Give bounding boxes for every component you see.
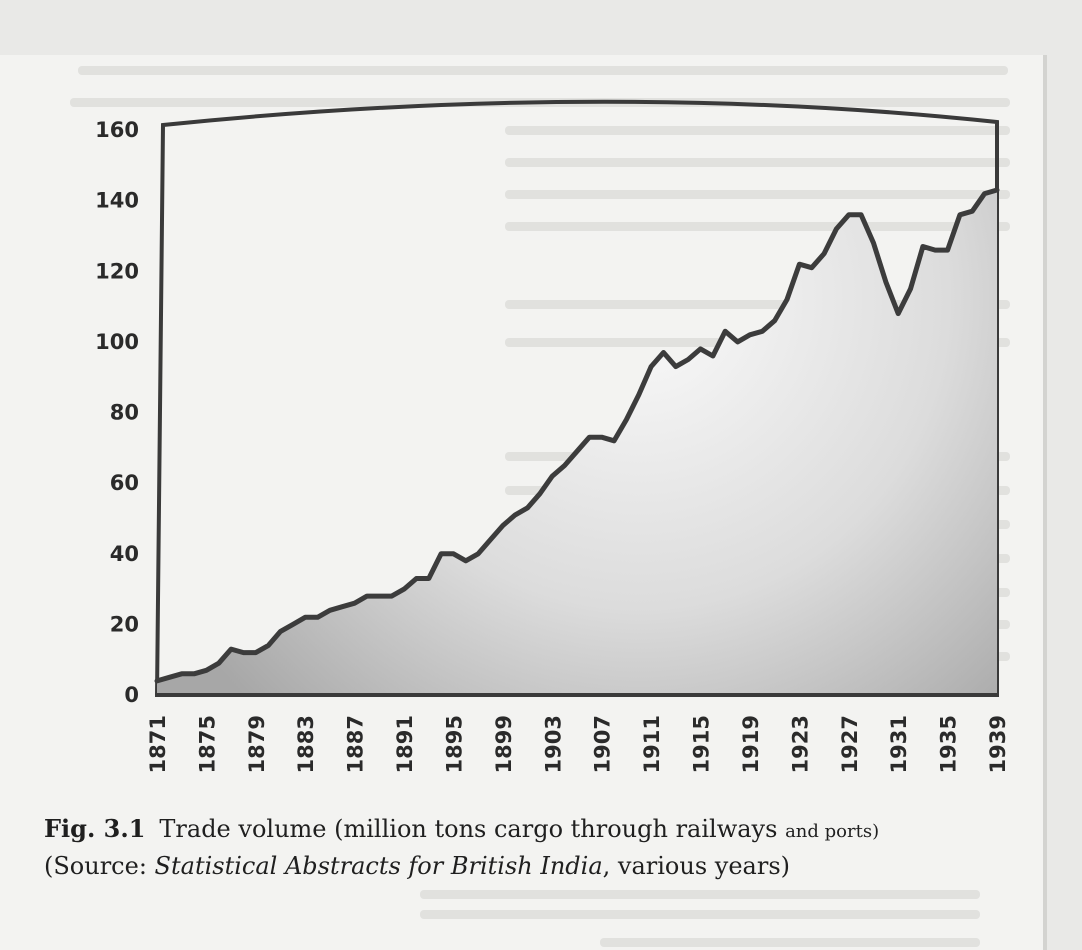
y-tick-label: 0 <box>124 683 139 707</box>
x-tick-label: 1915 <box>689 715 714 774</box>
y-tick-label: 40 <box>109 541 139 566</box>
caption-line-2 <box>44 849 1034 883</box>
y-tick-label: 100 <box>95 329 139 354</box>
figure-label: Fig. 3.1 <box>44 814 146 843</box>
source-close: , various years) <box>602 852 791 880</box>
y-tick-label: 120 <box>95 259 139 284</box>
y-tick-label: 20 <box>109 612 139 637</box>
series-area <box>157 190 997 695</box>
source-title: Statistical Abstracts for British India <box>154 852 603 880</box>
x-tick-label: 1935 <box>936 715 961 774</box>
bleed-through-line <box>420 890 980 899</box>
x-tick-label: 1939 <box>986 715 1010 774</box>
y-tick-label: 140 <box>95 188 139 213</box>
caption-text-tail: and ports) <box>785 821 880 842</box>
x-tick-label: 1879 <box>244 715 269 774</box>
x-tick-label: 1907 <box>590 715 615 774</box>
x-tick-label: 1875 <box>195 715 220 774</box>
y-tick-label: 80 <box>109 400 139 425</box>
x-tick-label: 1895 <box>442 715 467 774</box>
x-tick-label: 1899 <box>491 715 516 774</box>
x-tick-label: 1871 <box>146 715 170 774</box>
x-tick-label: 1903 <box>541 715 566 774</box>
x-tick-label: 1923 <box>788 715 813 774</box>
y-axis-ticks <box>95 118 139 707</box>
x-tick-label: 1887 <box>343 715 368 774</box>
bleed-through-line <box>420 910 980 919</box>
x-tick-label: 1927 <box>837 715 862 774</box>
caption-text: Trade volume (million tons cargo through railways <box>159 815 778 843</box>
y-tick-label: 60 <box>109 471 139 496</box>
figure-caption <box>44 812 1034 883</box>
bleed-through-line <box>600 938 980 947</box>
x-tick-label: 1931 <box>887 715 912 774</box>
source-open: (Source: <box>44 852 155 880</box>
x-tick-label: 1911 <box>640 715 665 774</box>
x-tick-label: 1883 <box>294 715 319 774</box>
x-tick-label: 1891 <box>393 715 418 774</box>
y-tick-label: 160 <box>95 118 139 142</box>
x-axis-ticks <box>146 715 1010 773</box>
x-tick-label: 1919 <box>738 715 763 774</box>
caption-line-1 <box>44 812 1034 849</box>
